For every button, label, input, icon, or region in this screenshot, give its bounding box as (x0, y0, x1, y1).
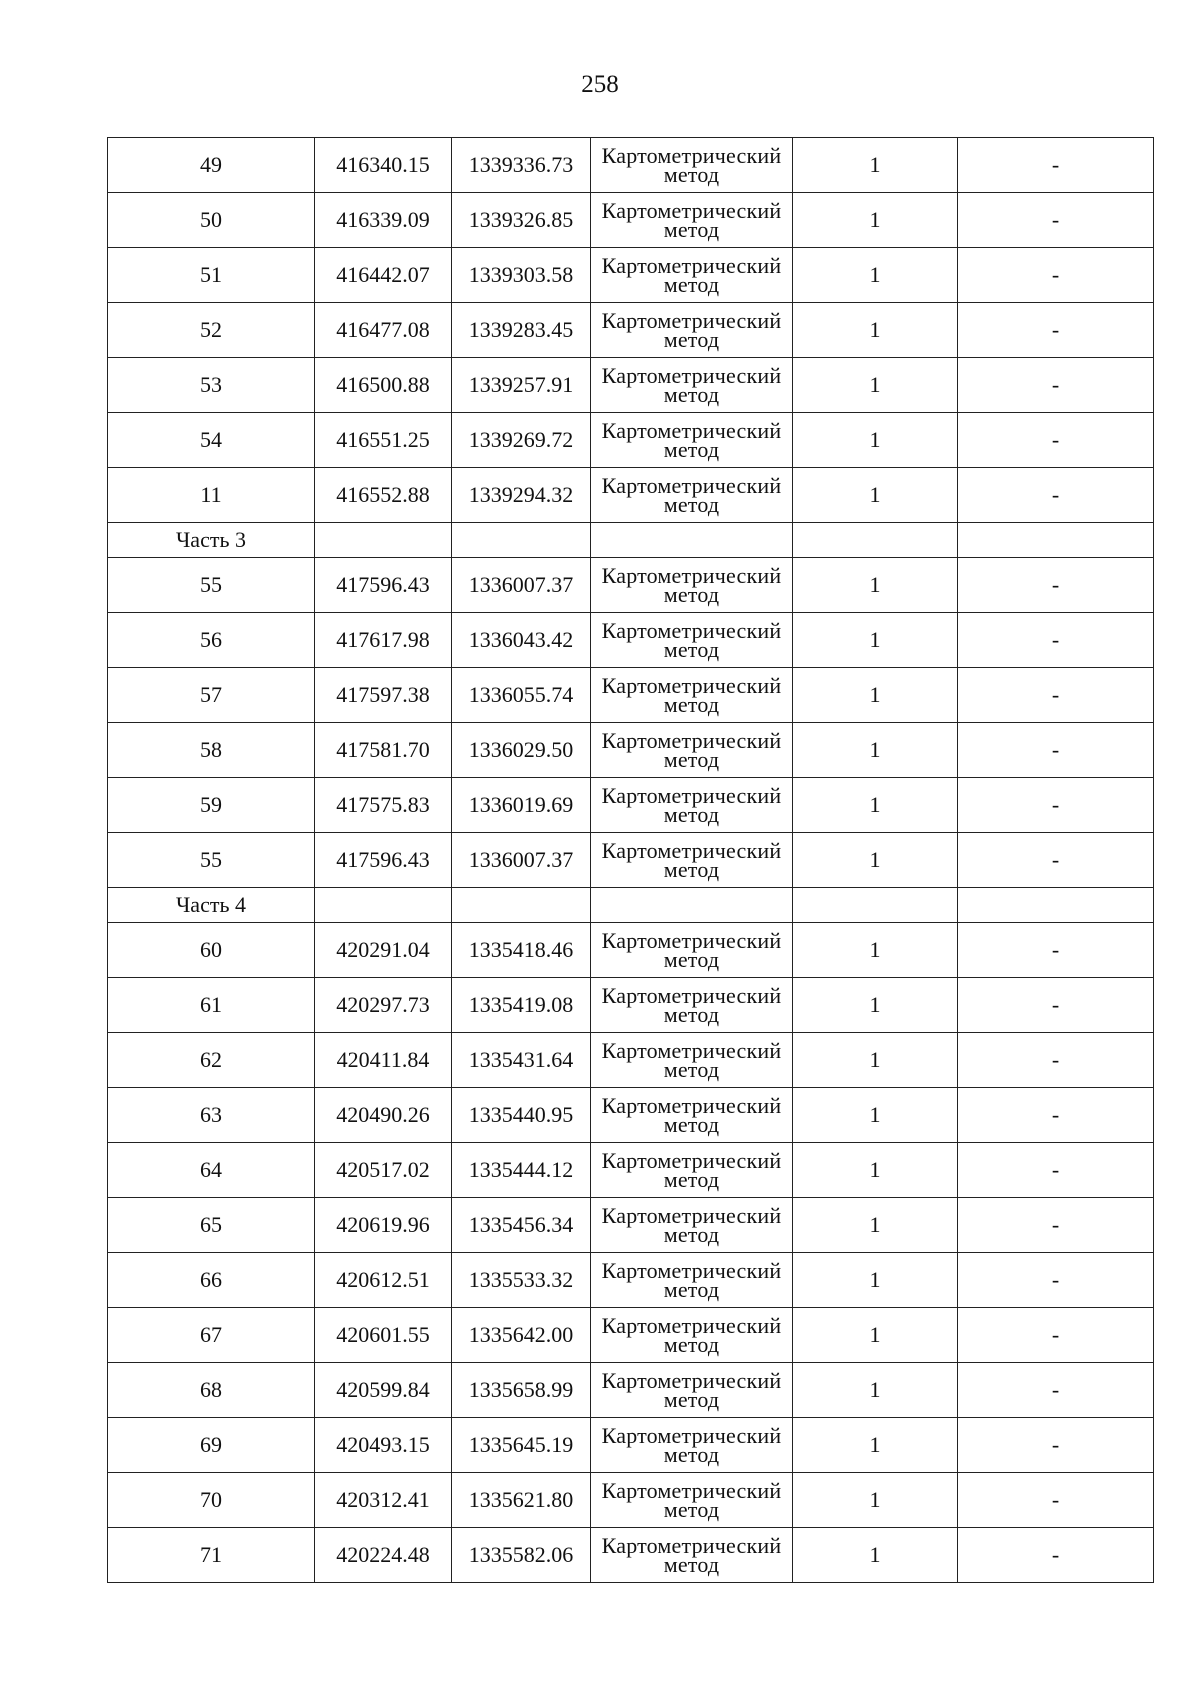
x-coordinate-cell: 417596.43 (315, 558, 452, 613)
method-cell: Картометрический метод (591, 1363, 793, 1418)
table-row (108, 193, 1154, 248)
accuracy-cell: 1 (793, 1253, 958, 1308)
point-number-cell: 69 (108, 1418, 315, 1473)
x-coordinate-cell: 420312.41 (315, 1473, 452, 1528)
x-coordinate-cell: 420599.84 (315, 1363, 452, 1418)
empty-cell (315, 888, 452, 923)
method-cell: Картометрический метод (591, 558, 793, 613)
point-number-cell: 52 (108, 303, 315, 358)
accuracy-cell: 1 (793, 978, 958, 1033)
x-coordinate-cell: 417581.70 (315, 723, 452, 778)
point-number-cell: 65 (108, 1198, 315, 1253)
section-row (108, 523, 1154, 558)
note-cell: - (958, 413, 1154, 468)
table-row (108, 358, 1154, 413)
table-row (108, 468, 1154, 523)
method-cell: Картометрический метод (591, 1473, 793, 1528)
x-coordinate-cell: 420291.04 (315, 923, 452, 978)
accuracy-cell: 1 (793, 248, 958, 303)
point-number-cell: 67 (108, 1308, 315, 1363)
accuracy-cell: 1 (793, 1363, 958, 1418)
x-coordinate-cell: 420411.84 (315, 1033, 452, 1088)
note-cell: - (958, 303, 1154, 358)
accuracy-cell: 1 (793, 778, 958, 833)
note-cell: - (958, 1528, 1154, 1583)
y-coordinate-cell: 1335431.64 (452, 1033, 591, 1088)
note-cell: - (958, 468, 1154, 523)
empty-cell (591, 523, 793, 558)
accuracy-cell: 1 (793, 723, 958, 778)
table-row (108, 1363, 1154, 1418)
y-coordinate-cell: 1335621.80 (452, 1473, 591, 1528)
note-cell: - (958, 978, 1154, 1033)
x-coordinate-cell: 420619.96 (315, 1198, 452, 1253)
accuracy-cell: 1 (793, 1198, 958, 1253)
note-cell: - (958, 1308, 1154, 1363)
note-cell: - (958, 1143, 1154, 1198)
section-label: Часть 3 (108, 523, 315, 558)
y-coordinate-cell: 1336007.37 (452, 833, 591, 888)
note-cell: - (958, 1473, 1154, 1528)
accuracy-cell: 1 (793, 1308, 958, 1363)
table-row (108, 723, 1154, 778)
x-coordinate-cell: 416340.15 (315, 138, 452, 193)
accuracy-cell: 1 (793, 1143, 958, 1198)
y-coordinate-cell: 1335642.00 (452, 1308, 591, 1363)
section-label: Часть 4 (108, 888, 315, 923)
accuracy-cell: 1 (793, 558, 958, 613)
point-number-cell: 68 (108, 1363, 315, 1418)
table-row (108, 558, 1154, 613)
table-row (108, 978, 1154, 1033)
accuracy-cell: 1 (793, 1033, 958, 1088)
table-row (108, 833, 1154, 888)
y-coordinate-cell: 1335418.46 (452, 923, 591, 978)
empty-cell (793, 523, 958, 558)
point-number-cell: 54 (108, 413, 315, 468)
point-number-cell: 61 (108, 978, 315, 1033)
note-cell: - (958, 923, 1154, 978)
note-cell: - (958, 558, 1154, 613)
point-number-cell: 70 (108, 1473, 315, 1528)
table-row (108, 613, 1154, 668)
x-coordinate-cell: 420490.26 (315, 1088, 452, 1143)
accuracy-cell: 1 (793, 668, 958, 723)
method-cell: Картометрический метод (591, 1088, 793, 1143)
accuracy-cell: 1 (793, 613, 958, 668)
x-coordinate-cell: 420297.73 (315, 978, 452, 1033)
y-coordinate-cell: 1339326.85 (452, 193, 591, 248)
method-cell: Картометрический метод (591, 303, 793, 358)
empty-cell (958, 523, 1154, 558)
method-cell: Картометрический метод (591, 1528, 793, 1583)
y-coordinate-cell: 1339336.73 (452, 138, 591, 193)
note-cell: - (958, 1363, 1154, 1418)
note-cell: - (958, 668, 1154, 723)
accuracy-cell: 1 (793, 413, 958, 468)
x-coordinate-cell: 420224.48 (315, 1528, 452, 1583)
y-coordinate-cell: 1336029.50 (452, 723, 591, 778)
point-number-cell: 56 (108, 613, 315, 668)
point-number-cell: 66 (108, 1253, 315, 1308)
method-cell: Картометрический метод (591, 723, 793, 778)
note-cell: - (958, 138, 1154, 193)
method-cell: Картометрический метод (591, 1253, 793, 1308)
y-coordinate-cell: 1339294.32 (452, 468, 591, 523)
y-coordinate-cell: 1335645.19 (452, 1418, 591, 1473)
y-coordinate-cell: 1339257.91 (452, 358, 591, 413)
point-number-cell: 64 (108, 1143, 315, 1198)
point-number-cell: 57 (108, 668, 315, 723)
accuracy-cell: 1 (793, 1528, 958, 1583)
note-cell: - (958, 1253, 1154, 1308)
x-coordinate-cell: 416477.08 (315, 303, 452, 358)
table-row (108, 1198, 1154, 1253)
accuracy-cell: 1 (793, 923, 958, 978)
point-number-cell: 55 (108, 833, 315, 888)
point-number-cell: 62 (108, 1033, 315, 1088)
method-cell: Картометрический метод (591, 138, 793, 193)
method-cell: Картометрический метод (591, 248, 793, 303)
method-cell: Картометрический метод (591, 413, 793, 468)
point-number-cell: 53 (108, 358, 315, 413)
accuracy-cell: 1 (793, 468, 958, 523)
method-cell: Картометрический метод (591, 468, 793, 523)
method-cell: Картометрический метод (591, 613, 793, 668)
note-cell: - (958, 193, 1154, 248)
y-coordinate-cell: 1336007.37 (452, 558, 591, 613)
table-row (108, 413, 1154, 468)
note-cell: - (958, 358, 1154, 413)
empty-cell (793, 888, 958, 923)
x-coordinate-cell: 416552.88 (315, 468, 452, 523)
point-number-cell: 71 (108, 1528, 315, 1583)
point-number-cell: 49 (108, 138, 315, 193)
page-number: 258 (581, 71, 619, 98)
x-coordinate-cell: 417596.43 (315, 833, 452, 888)
y-coordinate-cell: 1335533.32 (452, 1253, 591, 1308)
table-row (108, 1418, 1154, 1473)
x-coordinate-cell: 416500.88 (315, 358, 452, 413)
table-row (108, 303, 1154, 358)
accuracy-cell: 1 (793, 303, 958, 358)
note-cell: - (958, 1418, 1154, 1473)
method-cell: Картометрический метод (591, 833, 793, 888)
point-number-cell: 60 (108, 923, 315, 978)
point-number-cell: 59 (108, 778, 315, 833)
note-cell: - (958, 1198, 1154, 1253)
x-coordinate-cell: 417597.38 (315, 668, 452, 723)
table-row (108, 248, 1154, 303)
y-coordinate-cell: 1335444.12 (452, 1143, 591, 1198)
table-row (108, 1033, 1154, 1088)
point-number-cell: 63 (108, 1088, 315, 1143)
coordinates-table (107, 137, 1154, 1583)
y-coordinate-cell: 1335440.95 (452, 1088, 591, 1143)
accuracy-cell: 1 (793, 193, 958, 248)
x-coordinate-cell: 417617.98 (315, 613, 452, 668)
method-cell: Картометрический метод (591, 1418, 793, 1473)
y-coordinate-cell: 1335658.99 (452, 1363, 591, 1418)
method-cell: Картометрический метод (591, 778, 793, 833)
x-coordinate-cell: 420612.51 (315, 1253, 452, 1308)
y-coordinate-cell: 1339303.58 (452, 248, 591, 303)
accuracy-cell: 1 (793, 1088, 958, 1143)
note-cell: - (958, 833, 1154, 888)
point-number-cell: 58 (108, 723, 315, 778)
x-coordinate-cell: 420517.02 (315, 1143, 452, 1198)
x-coordinate-cell: 416551.25 (315, 413, 452, 468)
note-cell: - (958, 723, 1154, 778)
accuracy-cell: 1 (793, 138, 958, 193)
section-row (108, 888, 1154, 923)
method-cell: Картометрический метод (591, 668, 793, 723)
note-cell: - (958, 778, 1154, 833)
accuracy-cell: 1 (793, 1473, 958, 1528)
y-coordinate-cell: 1335582.06 (452, 1528, 591, 1583)
table-row (108, 1528, 1154, 1583)
point-number-cell: 11 (108, 468, 315, 523)
y-coordinate-cell: 1336019.69 (452, 778, 591, 833)
table-row (108, 1253, 1154, 1308)
note-cell: - (958, 248, 1154, 303)
table-row (108, 1143, 1154, 1198)
point-number-cell: 51 (108, 248, 315, 303)
accuracy-cell: 1 (793, 1418, 958, 1473)
table-row (108, 1473, 1154, 1528)
y-coordinate-cell: 1339269.72 (452, 413, 591, 468)
table-row (108, 668, 1154, 723)
method-cell: Картометрический метод (591, 358, 793, 413)
table-row (108, 778, 1154, 833)
method-cell: Картометрический метод (591, 1198, 793, 1253)
method-cell: Картометрический метод (591, 978, 793, 1033)
y-coordinate-cell: 1336043.42 (452, 613, 591, 668)
table-row (108, 1308, 1154, 1363)
empty-cell (591, 888, 793, 923)
method-cell: Картометрический метод (591, 1143, 793, 1198)
x-coordinate-cell: 416339.09 (315, 193, 452, 248)
empty-cell (958, 888, 1154, 923)
coordinates-table-body (108, 138, 1154, 1583)
method-cell: Картометрический метод (591, 1033, 793, 1088)
method-cell: Картометрический метод (591, 923, 793, 978)
x-coordinate-cell: 416442.07 (315, 248, 452, 303)
empty-cell (315, 523, 452, 558)
method-cell: Картометрический метод (591, 193, 793, 248)
y-coordinate-cell: 1336055.74 (452, 668, 591, 723)
x-coordinate-cell: 420493.15 (315, 1418, 452, 1473)
table-row (108, 138, 1154, 193)
table-row (108, 923, 1154, 978)
x-coordinate-cell: 417575.83 (315, 778, 452, 833)
method-cell: Картометрический метод (591, 1308, 793, 1363)
y-coordinate-cell: 1335419.08 (452, 978, 591, 1033)
note-cell: - (958, 613, 1154, 668)
x-coordinate-cell: 420601.55 (315, 1308, 452, 1363)
y-coordinate-cell: 1335456.34 (452, 1198, 591, 1253)
accuracy-cell: 1 (793, 833, 958, 888)
empty-cell (452, 523, 591, 558)
empty-cell (452, 888, 591, 923)
table-row (108, 1088, 1154, 1143)
point-number-cell: 50 (108, 193, 315, 248)
y-coordinate-cell: 1339283.45 (452, 303, 591, 358)
accuracy-cell: 1 (793, 358, 958, 413)
point-number-cell: 55 (108, 558, 315, 613)
note-cell: - (958, 1088, 1154, 1143)
note-cell: - (958, 1033, 1154, 1088)
